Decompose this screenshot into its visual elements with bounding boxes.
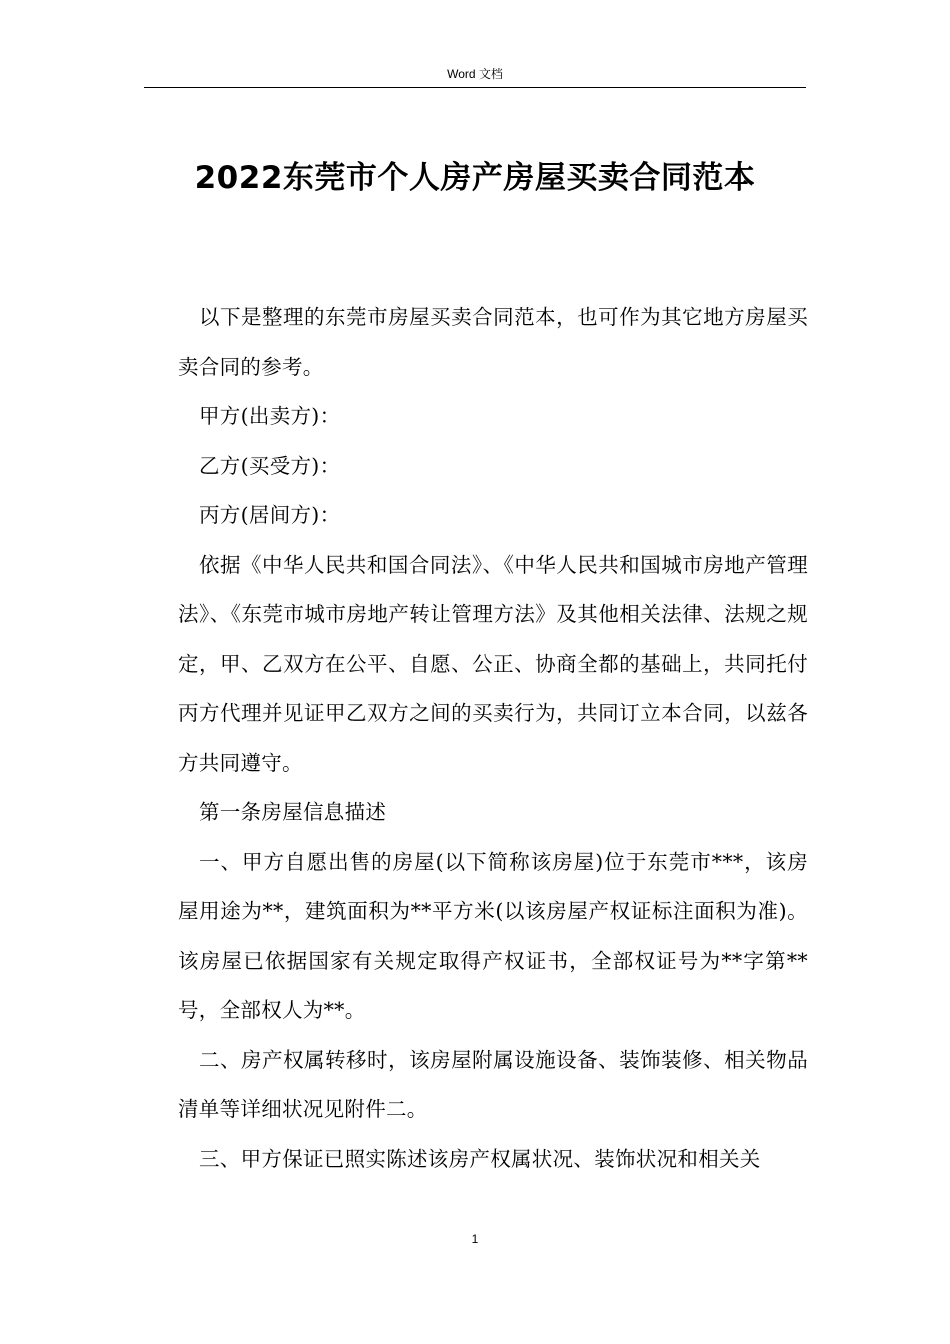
- paragraph-clause-two: 二、房产权属转移时，该房屋附属设施设备、装饰装修、相关物品清单等详细状况见附件二。: [178, 1047, 808, 1121]
- page-header: Word 文档: [447, 67, 503, 81]
- header-divider: [144, 87, 806, 88]
- paragraph-party-c: 丙方(居间方)：: [199, 503, 341, 527]
- paragraph-intro: 以下是整理的东莞市房屋买卖合同范本，也可作为其它地方房屋买卖合同的参考。: [178, 305, 808, 379]
- paragraph-clause-one: 一、甲方自愿出售的房屋(以下简称该房屋)位于东莞市***，该房屋用途为**，建筑面积为**平方米(以该房屋产权证标注面积为准)。该房屋已依据国家有关规定取得产权证书，全部权证号为**字第**号，全部权人为**。: [178, 849, 808, 1022]
- paragraph-clause-three: 三、甲方保证已照实陈述该房产权属状况、装饰状况和相关关: [199, 1146, 761, 1171]
- paragraph-legal-basis: 依据《中华人民共和国合同法》、《中华人民共和国城市房地产管理法》、《东莞市城市房地产转让管理方法》及其他相关法律、法规之规定，甲、乙双方在公平、自愿、公正、协商全都的基础上，共同托付丙方代理并见证甲乙双方之间的买卖行为，共同订立本合同，以兹各方共同遵守。: [178, 552, 808, 775]
- paragraph-party-a: 甲方(出卖方)：: [199, 404, 341, 428]
- document-title: 2022东莞市个人房产房屋买卖合同范本: [194, 160, 756, 196]
- paragraph-article-one-heading: 第一条房屋信息描述: [199, 800, 387, 824]
- document-body: [178, 293, 808, 1184]
- paragraph-party-b: 乙方(买受方)：: [199, 453, 341, 478]
- page-number: 1: [471, 1232, 479, 1246]
